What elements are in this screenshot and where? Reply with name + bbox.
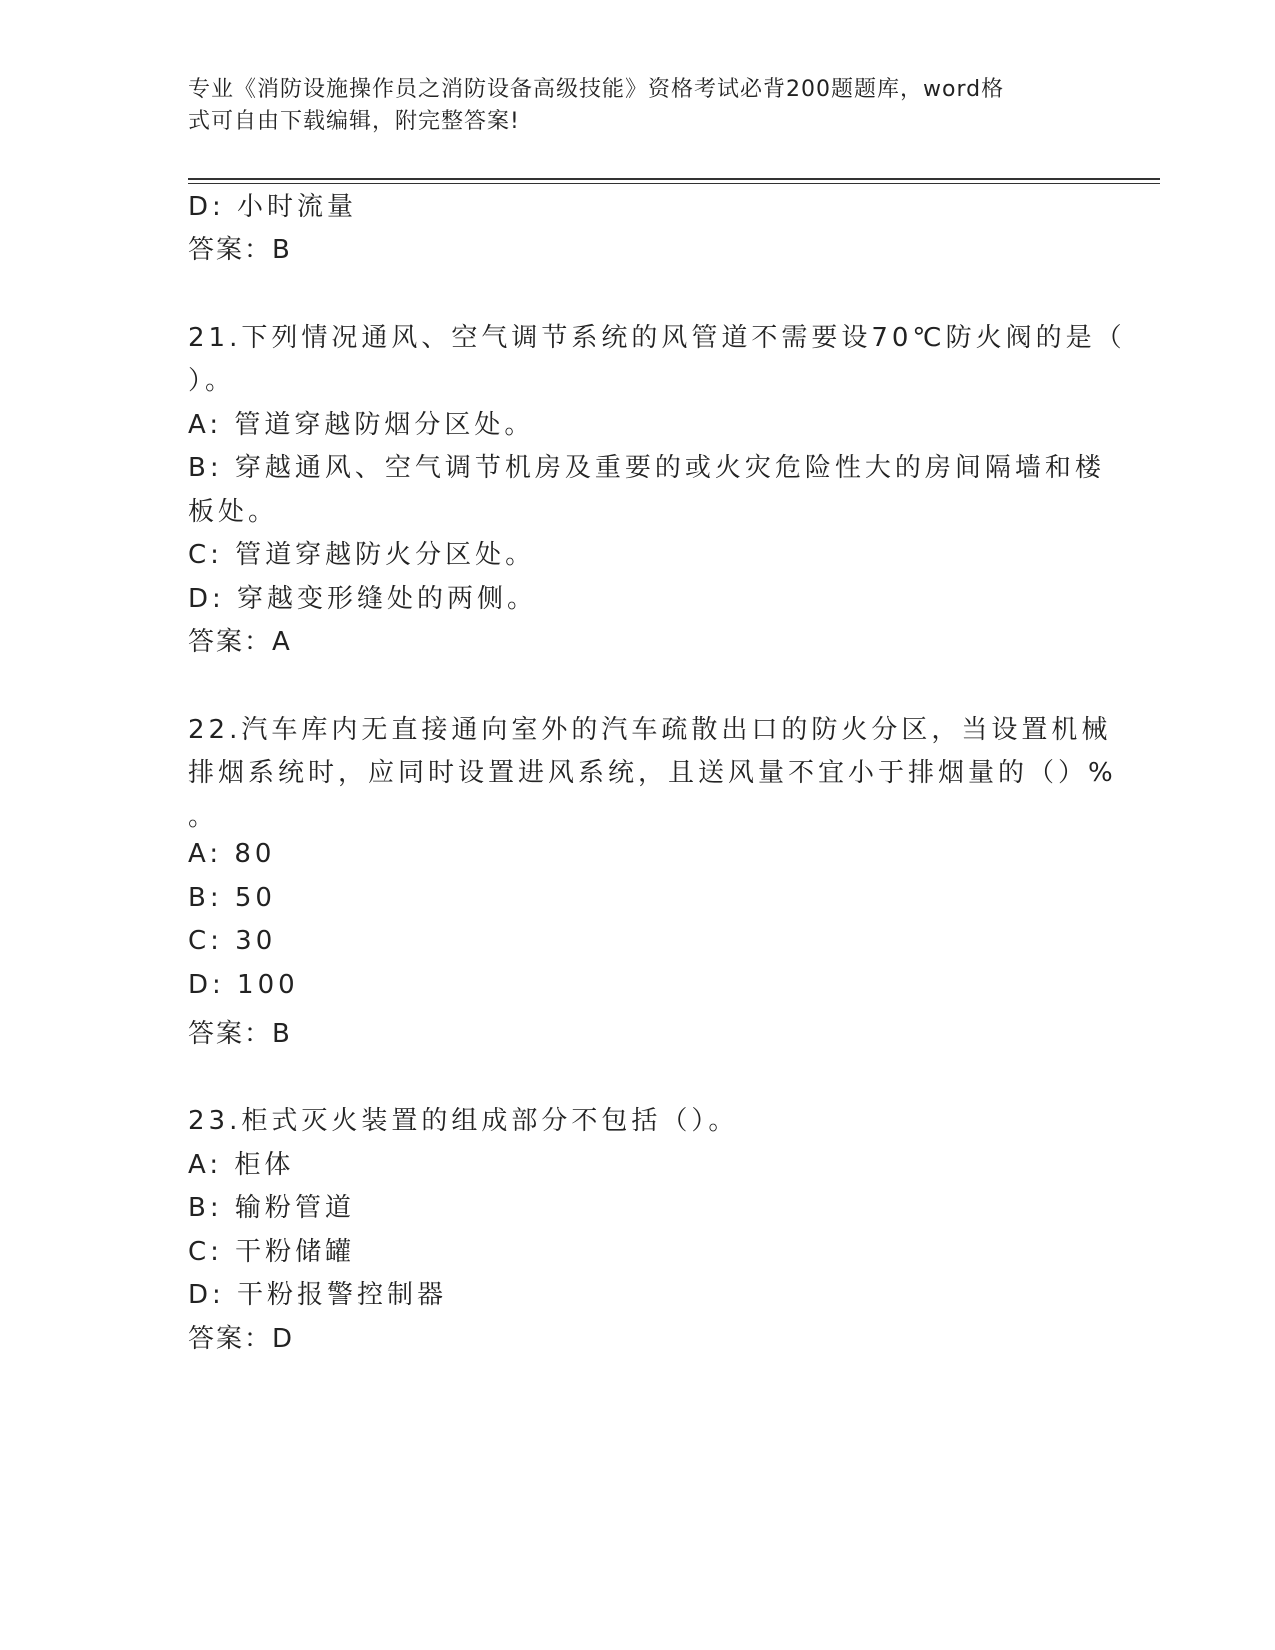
header-line-2: 式可自由下载编辑，附完整答案!	[188, 109, 520, 134]
q22-stem-line-3: 。	[188, 802, 219, 832]
q21-answer: 答案：A	[188, 627, 292, 657]
q22-answer: 答案：B	[188, 1019, 292, 1049]
q21-option-a: A: 管道穿越防烟分区处。	[188, 410, 535, 440]
prev-option-d: D: 小时流量	[188, 192, 358, 222]
q23-option-d: D: 干粉报警控制器	[188, 1280, 448, 1310]
q22-stem-line-1: 22.汽车库内无直接通向室外的汽车疏散出口的防火分区，当设置机械	[188, 715, 1112, 745]
prev-answer: 答案：B	[188, 235, 292, 265]
header-divider-thin	[188, 183, 1160, 184]
q22-option-c: C: 30	[188, 926, 277, 956]
document-header	[188, 74, 1088, 138]
q21-option-b-line-1: B: 穿越通风、空气调节机房及重要的或火灾危险性大的房间隔墙和楼	[188, 453, 1105, 483]
header-divider-thick	[188, 178, 1160, 180]
q22-option-a: A: 80	[188, 839, 276, 869]
q21-option-d: D: 穿越变形缝处的两侧。	[188, 584, 538, 614]
q21-stem-line-2: ）。	[188, 366, 236, 396]
q21-option-c: C: 管道穿越防火分区处。	[188, 540, 536, 570]
q21-option-b-line-2: 板处。	[188, 497, 279, 527]
q23-option-a: A: 柜体	[188, 1150, 295, 1180]
q21-stem-line-1: 21.下列情况通风、空气调节系统的风管道不需要设70℃防火阀的是（	[188, 323, 1126, 353]
header-line-1: 专业《消防设施操作员之消防设备高级技能》资格考试必背200题题库，word格	[188, 77, 1005, 102]
q22-option-d: D: 100	[188, 970, 299, 1000]
q23-answer: 答案：D	[188, 1324, 295, 1354]
q22-option-b: B: 50	[188, 883, 276, 913]
q23-option-c: C: 干粉储罐	[188, 1237, 356, 1267]
q23-stem: 23.柜式灭火装置的组成部分不包括（）。	[188, 1106, 739, 1136]
q22-stem-line-2: 排烟系统时，应同时设置进风系统，且送风量不宜小于排烟量的（）%	[188, 758, 1117, 788]
q23-option-b: B: 输粉管道	[188, 1193, 355, 1223]
